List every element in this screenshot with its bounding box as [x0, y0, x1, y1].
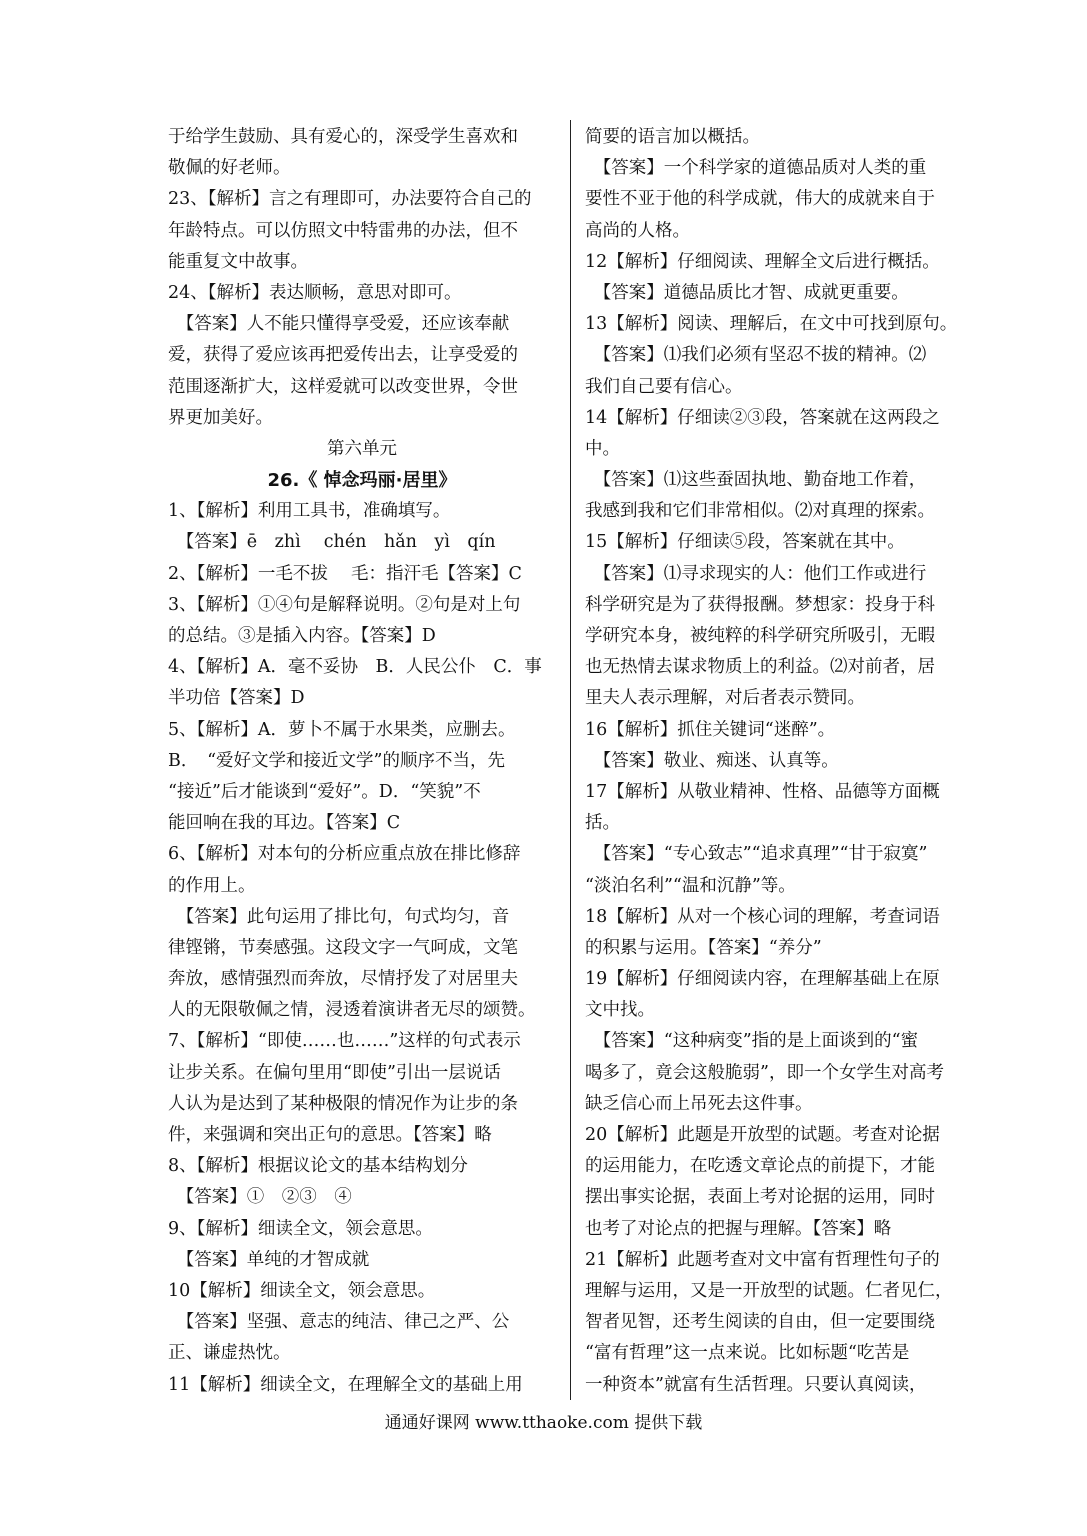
text-line: 19【解析】仔细阅读内容，在理解基础上在原 [585, 969, 940, 990]
page-footer: 通通好课网 www.tthaoke.com 提供下载 [384, 1413, 703, 1433]
text-line: 也无热情去谋求物质上的利益。⑵对前者，居 [585, 657, 935, 678]
text-line: 11【解析】细读全文，在理解全文的基础上用 [168, 1374, 523, 1395]
text-line: “接近”后才能谈到“爱好”。D．“笑貌”不 [168, 781, 481, 802]
text-line: 半功倍【答案】D [168, 688, 305, 709]
text-line: 【答案】“专心致志”“追求真理”“甘于寂寞” [585, 844, 928, 865]
text-line: 智者见智，还考生阅读的自由，但一定要围绕 [585, 1312, 935, 1333]
text-line: 【答案】“这种病变”指的是上面谈到的“蜜 [585, 1031, 919, 1052]
text-line: 6、【解析】对本句的分析应重点放在排比修辞 [168, 844, 521, 865]
text-line: 高尚的人格。 [585, 220, 690, 241]
text-line: 括。 [585, 813, 620, 834]
text-line: 14【解析】仔细读②③段，答案就在这两段之 [585, 407, 940, 428]
text-line: 正、谦虚热忱。 [168, 1343, 291, 1364]
text-line: 人认为是达到了某种极限的情况作为让步的条 [168, 1093, 518, 1114]
right-column [585, 122, 973, 1401]
text-line: 的积累与运用。【答案】“养分” [585, 937, 822, 958]
text-line: 我感到我和它们非常相似。⑵对真理的探索。 [585, 501, 935, 522]
text-line: 让步关系。在偏句里用“即使”引出一层说话 [168, 1062, 501, 1083]
text-line: 【答案】敬业、痴迷、认真等。 [585, 750, 839, 771]
text-line: 【答案】人不能只懂得享受爱，还应该奉献 [168, 314, 510, 335]
text-line: 中。 [585, 438, 620, 459]
text-line: 学研究本身，被纯粹的科学研究所吸引，无暇 [585, 626, 935, 646]
text-line: 文中找。 [585, 1000, 655, 1021]
lesson-heading: 26.《 悼念玛丽·居里》 [267, 470, 457, 492]
text-line: 【答案】⑴这些蚕固执地、勤奋地工作着， [585, 470, 927, 491]
text-line: B． “爱好文学和接近文学”的顺序不当，先 [168, 750, 506, 771]
text-line: 的作用上。 [168, 875, 256, 896]
text-line: “富有哲理”这一点来说。比如标题“吃苦是 [585, 1343, 910, 1364]
text-line: 18【解析】从对一个核心词的理解，考查词语 [585, 906, 940, 927]
unit-title: 第六单元 [327, 438, 397, 459]
text-line: 简要的语言加以概括。 [585, 127, 760, 147]
text-line: 我们自己要有信心。 [585, 376, 743, 397]
text-line: 的总结。③是插入内容。【答案】D [168, 626, 436, 646]
text-line: 奔放，感情强烈而奔放，尽情抒发了对居里夫 [168, 969, 518, 990]
text-line: 【答案】⑴我们必须有坚忍不拔的精神。⑵ [585, 345, 927, 366]
text-line: 【答案】坚强、意志的纯洁、律己之严、公 [168, 1312, 510, 1333]
text-line: 要性不亚于他的科学成就，伟大的成就来自于 [585, 189, 935, 210]
text-line: 【答案】道德品质比才智、成就更重要。 [585, 282, 909, 303]
text-line: 12【解析】仔细阅读、理解全文后进行概括。 [585, 251, 940, 272]
text-line: 也考了对论点的把握与理解。【答案】略 [585, 1218, 892, 1239]
text-line: 的运用能力，在吃透文章论点的前提下，才能 [585, 1156, 935, 1177]
text-line: “淡泊名利”“温和沉静”等。 [585, 875, 796, 896]
text-line: 16【解析】抓住关键词“迷醉”。 [585, 719, 836, 740]
left-column [168, 122, 556, 1401]
text-line: 爱，获得了爱应该再把爱传出去，让享受爱的 [168, 345, 518, 366]
text-line: 里夫人表示理解，对后者表示赞同。 [585, 688, 865, 709]
text-line: 敬佩的好老师。 [168, 158, 291, 179]
text-line: 【答案】ē zhì chén hǎn yì qín [168, 532, 496, 553]
text-line: 15【解析】仔细读⑤段，答案就在其中。 [585, 532, 905, 553]
text-line: 律铿锵，节奏感强。这段文字一气呵成，文笔 [168, 937, 518, 958]
text-line: 件，来强调和突出正句的意思。【答案】略 [168, 1125, 492, 1145]
text-line: 2、【解析】一毛不拔 毛：指汗毛【答案】C [168, 563, 522, 584]
text-line: 人的无限敬佩之情，浸透着演讲者无尽的颂赞。 [168, 1000, 536, 1021]
text-line: 能重复文中故事。 [168, 251, 308, 272]
text-line: 24、【解析】表达顺畅，意思对即可。 [168, 282, 462, 303]
text-line: 范围逐渐扩大，这样爱就可以改变世界，令世 [168, 376, 518, 397]
text-line: 喝多了，竟会这般脆弱”，即一个女学生对高考 [585, 1062, 944, 1083]
column-divider [570, 120, 571, 1400]
text-line: 理解与运用，又是一开放型的试题。仁者见仁， [585, 1280, 953, 1301]
text-line: 7、【解析】“即使……也……”这样的句式表示 [168, 1031, 521, 1052]
text-line: 23、【解析】言之有理即可，办法要符合自己的 [168, 189, 532, 210]
text-line: 一种资本”就富有生活哲理。只要认真阅读， [585, 1374, 927, 1395]
text-line: 13【解析】阅读、理解后，在文中可找到原句。 [585, 314, 958, 335]
text-line: 【答案】① ②③ ④ [168, 1187, 352, 1208]
text-line: 摆出事实论据，表面上考对论据的运用，同时 [585, 1187, 935, 1208]
text-line: 10【解析】细读全文，领会意思。 [168, 1280, 436, 1301]
text-line: 于给学生鼓励、具有爱心的，深受学生喜欢和 [168, 127, 518, 147]
text-line: 20【解析】此题是开放型的试题。考查对论据 [585, 1125, 940, 1145]
text-line: 3、【解析】①④句是解释说明。②句是对上句 [168, 594, 521, 615]
text-line: 【答案】一个科学家的道德品质对人类的重 [585, 158, 927, 179]
text-line: 【答案】单纯的才智成就 [168, 1249, 370, 1270]
text-line: 能回响在我的耳边。【答案】C [168, 813, 401, 834]
text-line: 1、【解析】利用工具书，准确填写。 [168, 501, 451, 522]
text-line: 9、【解析】细读全文，领会意思。 [168, 1218, 433, 1239]
text-line: 科学研究是为了获得报酬。梦想家：投身于科 [585, 594, 935, 615]
text-line: 4、【解析】A．毫不妥协 B．人民公仆 C．事 [168, 657, 542, 678]
text-line: 【答案】此句运用了排比句，句式均匀，音 [168, 906, 510, 927]
text-line: 缺乏信心而上吊死去这件事。 [585, 1093, 813, 1114]
text-line: 界更加美好。 [168, 407, 273, 428]
text-line: 年龄特点。可以仿照文中特雷弗的办法，但不 [168, 220, 518, 241]
text-line: 17【解析】从敬业精神、性格、品德等方面概 [585, 781, 940, 802]
text-line: 8、【解析】根据议论文的基本结构划分 [168, 1156, 468, 1177]
text-line: 【答案】⑴寻求现实的人：他们工作或进行 [585, 563, 927, 584]
text-line: 5、【解析】A．萝卜不属于水果类，应删去。 [168, 719, 516, 740]
text-line: 21【解析】此题考查对文中富有哲理性句子的 [585, 1249, 940, 1270]
